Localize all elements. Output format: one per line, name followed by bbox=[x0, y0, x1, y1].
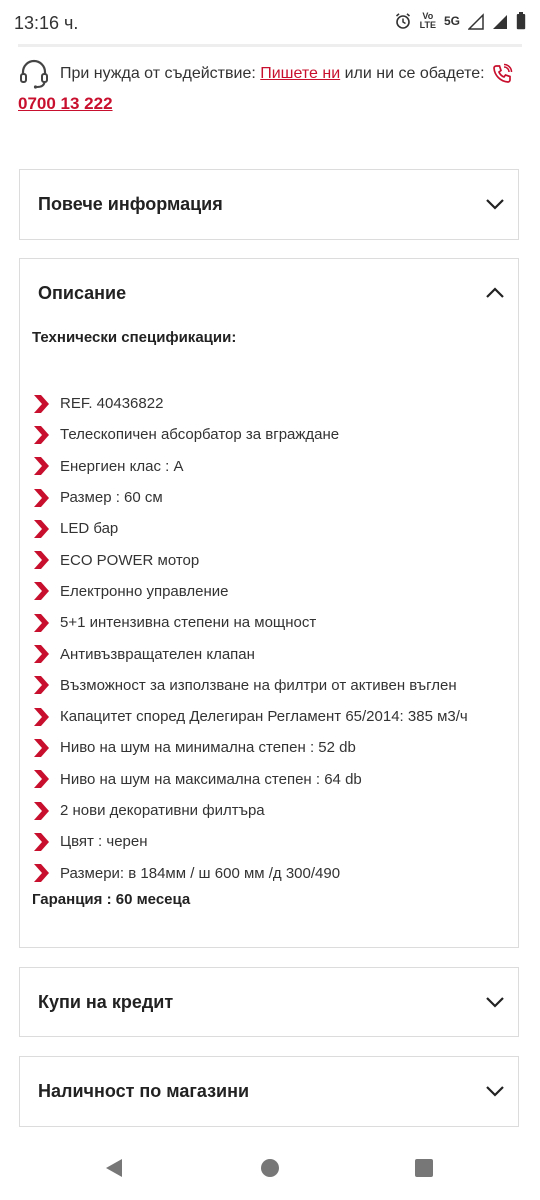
help-line bbox=[18, 56, 522, 92]
status-icons bbox=[394, 12, 526, 30]
volte-icon bbox=[420, 12, 436, 30]
battery-icon bbox=[516, 12, 526, 30]
spec-list-item bbox=[32, 544, 506, 575]
phone-icon bbox=[491, 63, 513, 85]
red-arrow-icon bbox=[32, 456, 50, 476]
network-type: 5G bbox=[443, 14, 460, 28]
headset-icon bbox=[18, 58, 50, 90]
spec-title: Технически спецификации: bbox=[32, 329, 237, 346]
warranty: Гаранция : 60 месеца bbox=[32, 890, 191, 908]
alarm-icon bbox=[394, 12, 412, 30]
spec-item-text: Цвят : черен bbox=[60, 833, 148, 851]
chevron-down-icon bbox=[484, 1080, 506, 1102]
red-arrow-icon bbox=[32, 769, 50, 789]
red-arrow-icon bbox=[32, 863, 50, 883]
spec-item-text: Възможност за използване на филтри от активен въглен bbox=[60, 676, 457, 694]
spec-list-item bbox=[32, 795, 506, 826]
spec-item-text: Електронно управление bbox=[60, 582, 229, 600]
spec-item-text: Размери: в 184мм / ш 600 мм /д 300/490 bbox=[60, 864, 341, 882]
red-arrow-icon bbox=[32, 707, 50, 727]
red-arrow-icon bbox=[32, 675, 50, 695]
header-divider bbox=[18, 44, 522, 47]
accordion-title-credit: Купи на кредит bbox=[38, 991, 174, 1012]
navigation-bar bbox=[0, 1138, 540, 1200]
red-arrow-icon bbox=[32, 832, 50, 852]
spec-list-item bbox=[32, 482, 506, 513]
spec-list-item bbox=[32, 513, 506, 544]
spec-list-item bbox=[32, 607, 506, 638]
red-arrow-icon bbox=[32, 644, 50, 664]
red-arrow-icon bbox=[32, 425, 50, 445]
spec-list-item bbox=[32, 451, 506, 482]
accordion-availability[interactable] bbox=[19, 1056, 519, 1127]
spec-item-text: LED бар bbox=[60, 520, 119, 538]
red-arrow-icon bbox=[32, 801, 50, 821]
chevron-down-icon bbox=[484, 193, 506, 215]
spec-list-item bbox=[32, 826, 506, 857]
spec-list-item bbox=[32, 701, 506, 732]
help-text bbox=[60, 65, 485, 83]
chevron-down-icon bbox=[484, 991, 506, 1013]
accordion-header-more-info[interactable] bbox=[20, 170, 518, 238]
spec-item-text: 5+1 интензивна степени на мощност bbox=[60, 614, 317, 632]
accordion-title-more-info: Повече информация bbox=[38, 193, 223, 214]
spec-item-text: Телескопичен абсорбатор за вграждане bbox=[60, 426, 340, 444]
status-time: 13:16 ч. bbox=[14, 13, 79, 33]
help-prefix: При нужда от съдействие: bbox=[60, 65, 256, 82]
signal-icon-2 bbox=[492, 12, 508, 30]
red-arrow-icon bbox=[32, 613, 50, 633]
status-bar bbox=[0, 0, 540, 46]
spec-list-item bbox=[32, 638, 506, 669]
home-circle-icon[interactable] bbox=[256, 1154, 284, 1182]
accordion-more-info[interactable] bbox=[19, 169, 519, 240]
spec-list-item bbox=[32, 670, 506, 701]
spec-item-text: REF. 40436822 bbox=[60, 395, 164, 413]
help-middle: или ни се обадете: bbox=[344, 65, 485, 82]
spec-list-item bbox=[32, 732, 506, 763]
spec-list-item bbox=[32, 388, 506, 419]
red-arrow-icon bbox=[32, 394, 50, 414]
accordion-header-availability[interactable] bbox=[20, 1057, 518, 1125]
accordion-description bbox=[19, 258, 519, 948]
spec-list-item bbox=[32, 857, 506, 888]
chevron-up-icon bbox=[484, 282, 506, 304]
accordion-credit[interactable] bbox=[19, 967, 519, 1037]
accordion-header-description[interactable] bbox=[20, 259, 518, 327]
phone-link[interactable]: 0700 13 222 bbox=[18, 94, 113, 113]
spec-item-text: Ниво на шум на максимална степен : 64 db bbox=[60, 770, 362, 788]
spec-item-text: Размер : 60 см bbox=[60, 489, 163, 507]
spec-item-text: 2 нови декоративни филтъра bbox=[60, 802, 265, 819]
accordion-title-availability: Наличност по магазини bbox=[38, 1080, 250, 1101]
write-us-link[interactable]: Пишете ни bbox=[260, 65, 341, 82]
red-arrow-icon bbox=[32, 738, 50, 758]
red-arrow-icon bbox=[32, 581, 50, 601]
help-section bbox=[18, 56, 522, 114]
spec-item-text: Антивъзвращателен клапан bbox=[60, 645, 255, 663]
spec-list-item bbox=[32, 419, 506, 450]
volte-top: Vo bbox=[422, 11, 434, 21]
recents-square-icon[interactable] bbox=[410, 1154, 438, 1182]
spec-list-item bbox=[32, 764, 506, 795]
spec-list bbox=[32, 388, 506, 889]
back-triangle-icon[interactable] bbox=[100, 1154, 128, 1182]
spec-item-text: ECO POWER мотор bbox=[60, 551, 200, 569]
spec-item-text: Капацитет според Делегиран Регламент 65/2014: 385 м3/ч bbox=[60, 708, 468, 726]
red-arrow-icon bbox=[32, 488, 50, 508]
signal-icon bbox=[468, 12, 484, 30]
accordion-title-description: Описание bbox=[38, 282, 127, 303]
volte-bottom: LTE bbox=[419, 20, 436, 30]
description-body bbox=[20, 329, 518, 908]
spec-item-text: Ниво на шум на минимална степен : 52 db bbox=[60, 739, 356, 757]
accordion-header-credit[interactable] bbox=[20, 968, 518, 1036]
spec-item-text: Енергиен клас : А bbox=[60, 457, 184, 475]
red-arrow-icon bbox=[32, 550, 50, 570]
spec-list-item bbox=[32, 576, 506, 607]
red-arrow-icon bbox=[32, 519, 50, 539]
